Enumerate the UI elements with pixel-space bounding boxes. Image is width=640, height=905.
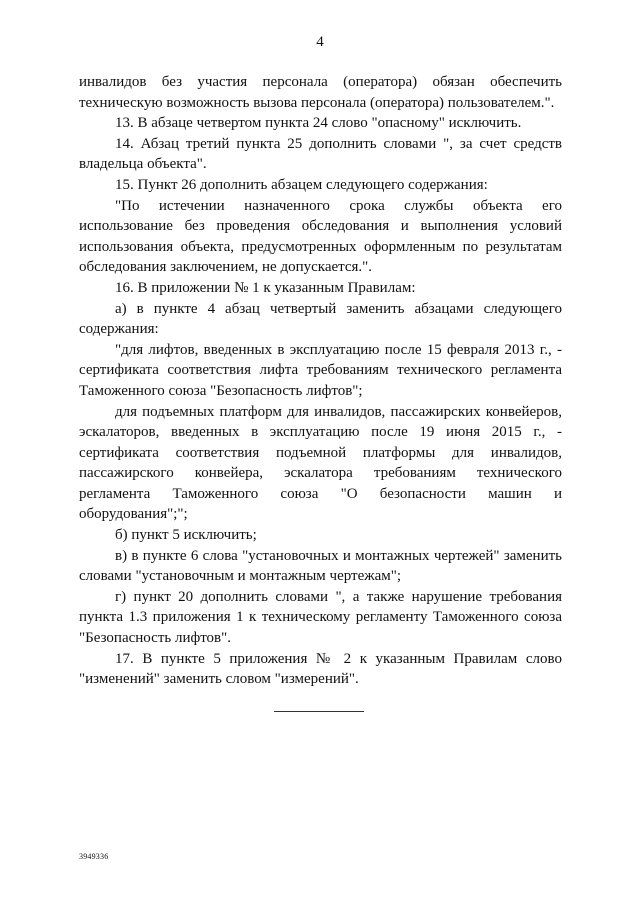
paragraph-item-16b: б) пункт 5 исключить; [115,527,257,544]
paragraph-item-16v: в) в пункте 6 слова "установочных и монтажных чертежей" заменить словами "установочным и монтажным чертежам"; [79,547,562,585]
paragraph-quote-lifts: "для лифтов, введенных в эксплуатацию после 15 февраля 2013 г., - сертификата соответствия лифта требованиям технического регламента Таможенного союза "Безопасность лифтов"; [79,341,562,399]
paragraph-item-16: 16. В приложении № 1 к указанным Правилам: [115,279,416,296]
paragraph-quote-26: "По истечении назначенного срока службы объекта его использование без проведения обследования и выполнения условий использования объекта, предусмотренных оформленным по результатам обследования заключением, не допускается.". [79,197,562,276]
paragraph-item-14: 14. Абзац третий пункта 25 дополнить словами ", за счет средств владельца объекта". [79,135,562,173]
paragraph-quote-platforms: для подъемных платформ для инвалидов, пассажирских конвейеров, эскалаторов, введенных в эксплуатацию после 19 июня 2015 г., - сертификата соответствия подъемной платформы для инвалидов, пассажирского конвейера, эскалатора требованиям технического регламента Таможенного союза "О безопасности машин и оборудования";"; [79,403,562,523]
document-code: 3949336 [79,852,109,861]
paragraph-item-16g: г) пункт 20 дополнить словами ", а также нарушение требования пункта 1.3 приложения 1 к техническому регламенту Таможенного союза "Безопасность лифтов". [79,588,562,647]
paragraph-item-17: 17. В пункте 5 приложения № 2 к указанным Правилам слово "изменений" заменить словом "измерений". [79,650,562,688]
paragraph-continuation: инвалидов без участия персонала (оператора) обязан обеспечить техническую возможность вызова персонала (оператора) пользователем.". [79,74,562,111]
page-number: 4 [316,34,324,50]
paragraph-item-15: 15. Пункт 26 дополнить абзацем следующего содержания: [115,176,488,193]
paragraph-item-16a: а) в пункте 4 абзац четвертый заменить абзацами следующего содержания: [79,300,562,338]
document-body [79,72,562,690]
paragraph-item-13: 13. В абзаце четвертом пункта 24 слово "опасному" исключить. [115,115,522,132]
end-separator-line [274,711,364,712]
